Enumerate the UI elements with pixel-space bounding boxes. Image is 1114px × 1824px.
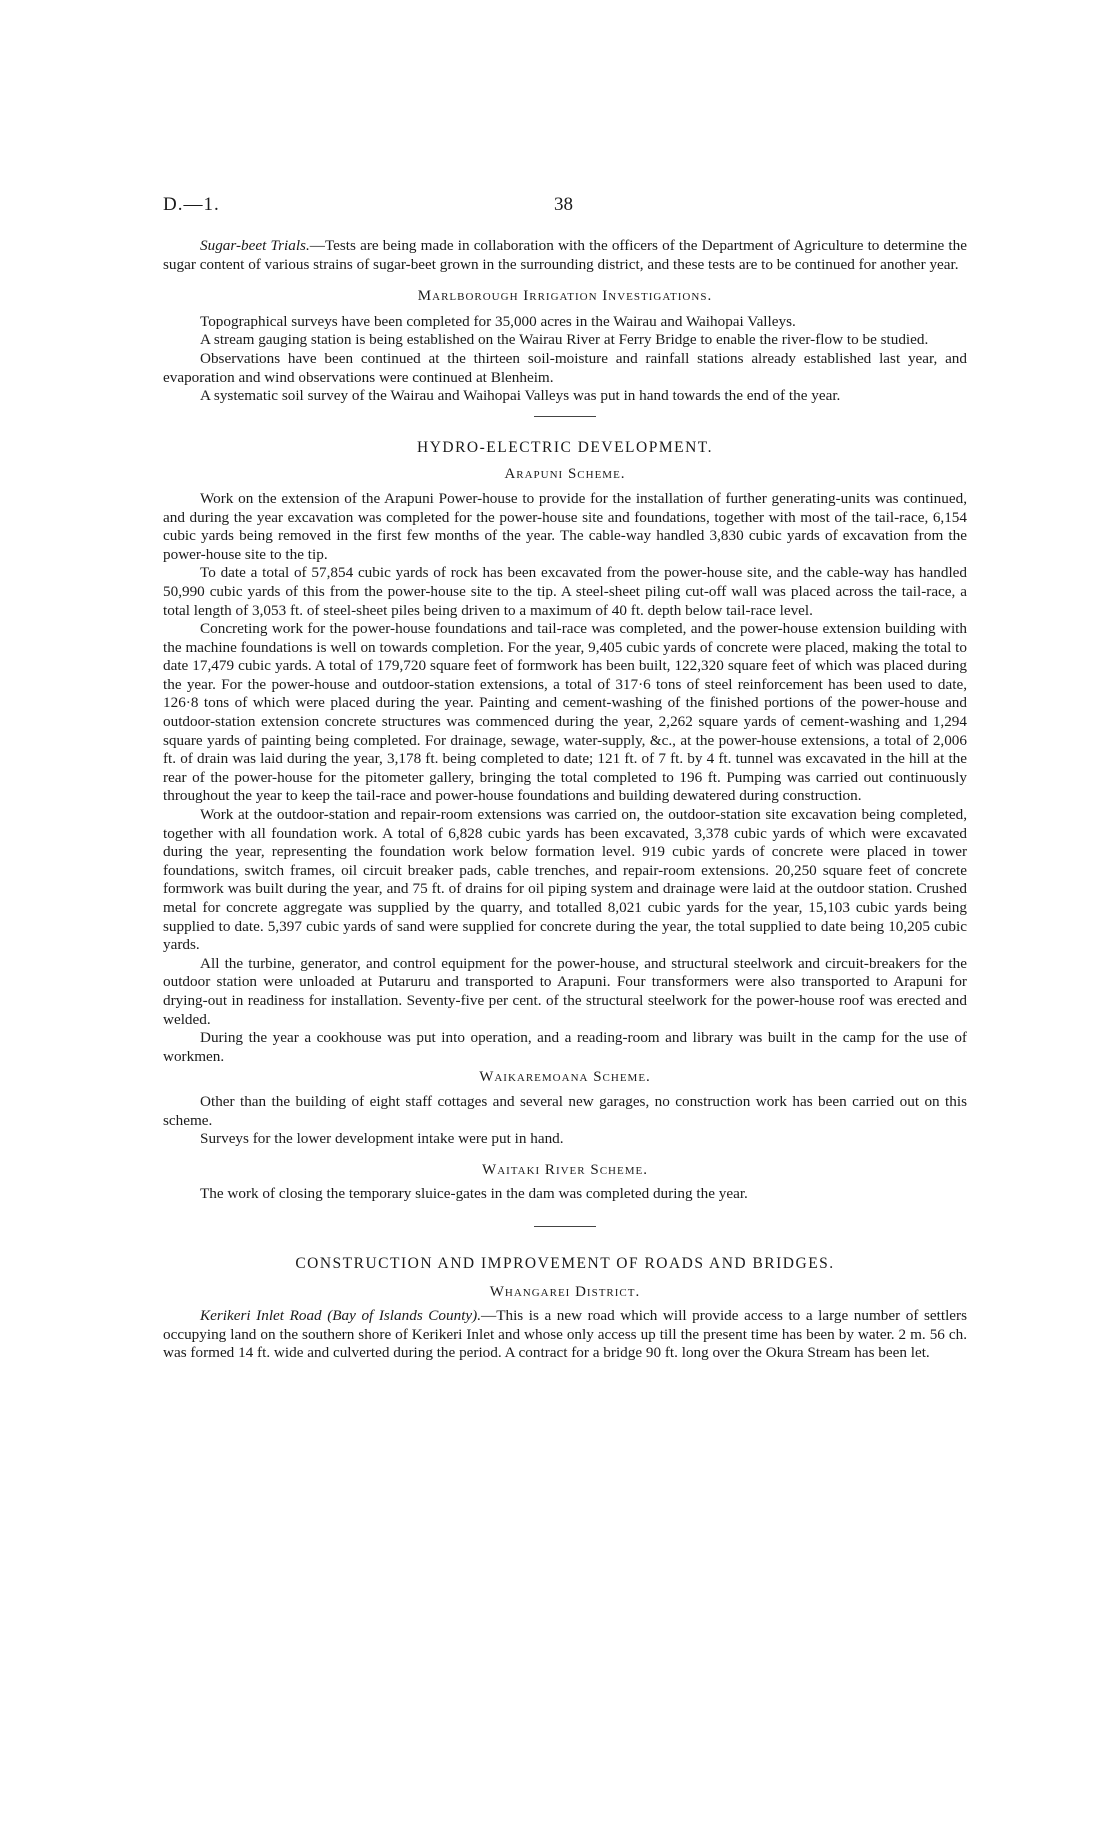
arapuni-paragraph-5: All the turbine, generator, and control equipment for the power-house, and structural steelwork and circuit-breakers for the outdoor station were unloaded at Putaruru and transported to Arapuni. Four transformers were also transported to Arapuni for drying-out in readiness for installation. Seventy-five per cent. of the structural steelwork for the power-house roof was erected and welded. (163, 954, 967, 1028)
arapuni-paragraph-4: Work at the outdoor-station and repair-room extensions was carried on, the outdoor-station site excavation being completed, together with all foundation work. A total of 6,828 cubic yards has been excavated, 3,378 cubic yards of which were excavated during the year, representing the foundation work below formation level. 919 cubic yards of concrete were placed in tower foundations, switch frames, oil circuit breaker pads, cable trenches, and repair-room extensions. 20,250 square feet of concrete formwork was built during the year, and 75 ft. of drains for oil piping system and drainage were laid at the outdoor station. Crushed metal for concrete aggregate was supplied by the quarry, and totalled 8,021 cubic yards for the year, 15,103 cubic yards being supplied to date. 5,397 cubic yards of sand were supplied for concrete during the year, the total supplied to date being 10,205 cubic yards. (163, 806, 967, 954)
roads-heading: CONSTRUCTION AND IMPROVEMENT OF ROADS AND BRIDGES. (295, 1254, 835, 1272)
sugar-beet-paragraph (163, 237, 967, 274)
whangarei-heading: Whangarei District. (489, 1283, 641, 1300)
marlborough-paragraph-3: Observations have been continued at the thirteen soil-moisture and rainfall stations already established last year, and evaporation and wind observations were continued at Blenheim. (163, 349, 967, 386)
page-number: 38 (554, 194, 573, 215)
marlborough-heading: Marlborough Irrigation Investigations. (417, 288, 713, 305)
section-divider (534, 416, 596, 417)
kerikeri-lead: Kerikeri Inlet Road (Bay of Islands County). (200, 1307, 482, 1325)
arapuni-paragraph-6: During the year a cookhouse was put into operation, and a reading-room and library was built in the camp for the use of workmen. (163, 1029, 967, 1065)
kerikeri-text: —This is a new road which will provide access to a large number of settlers occupying land on the southern shore of Kerikeri Inlet and whose only access up till the present time has been by water. 2 m. 56 ch. was formed 14 ft. wide and culverted during the period. A contract for a bridge 90 ft. long over the Okura Stream has been let. (163, 1307, 968, 1362)
waikaremoana-paragraph-2: Surveys for the lower development intake were put in hand. (200, 1130, 564, 1148)
marlborough-paragraph-1: Topographical surveys have been completed for 35,000 acres in the Wairau and Waihopai Valleys. (200, 312, 796, 330)
marlborough-paragraph-2: A stream gauging station is being established on the Wairau River at Ferry Bridge to enable the river-flow to be studied. (200, 331, 929, 349)
hydro-electric-heading: HYDRO-ELECTRIC DEVELOPMENT. (417, 438, 713, 456)
page-header (163, 194, 964, 218)
arapuni-paragraph-1: Work on the extension of the Arapuni Power-house to provide for the installation of further generating-units was continued, and during the year excavation was completed for the power-house site and foundations, together with most of the tail-race, 6,154 cubic yards being removed in the first few months of the year. The cable-way handled 3,830 cubic yards of excavation from the power-house site to the tip. (163, 489, 967, 563)
section-divider (534, 1226, 596, 1227)
arapuni-heading: Arapuni Scheme. (504, 466, 626, 483)
arapuni-paragraph-3: Concreting work for the power-house foundations and tail-race was completed, and the power-house extension building with the machine foundations is well on towards completion. For the year, 9,405 cubic yards of concrete were placed, making the total to date 17,479 cubic yards. A total of 179,720 square feet of formwork has been built, 122,320 square feet of which was placed during the year. For the power-house and outdoor-station extensions, a total of 317·6 tons of steel reinforcement has been used to date, 126·8 tons of which were placed during the year. Painting and cement-washing of the finished portions of the power-house and outdoor-station extension concrete structures was commenced during the year, 2,262 square yards of cement-washing and 1,294 square yards of painting being completed. For drainage, sewage, water-supply, &c., at the power-house extensions, a total of 2,006 ft. of drain was laid during the year, 3,178 ft. being completed to date; 121 ft. of 7 ft. by 4 ft. tunnel was excavated in the hill at the rear of the power-house for the pitometer gallery, bringing the total completed to 196 ft. Pumping was carried out continuously throughout the year to keep the tail-race and power-house foundations and building dewatered during construction. (163, 620, 967, 805)
kerikeri-paragraph (163, 1307, 967, 1363)
waitaki-heading: Waitaki River Scheme. (482, 1161, 648, 1178)
sugar-beet-text: —Tests are being made in collaboration with the officers of the Department of Agriculture to determine the sugar content of various strains of sugar-beet grown in the surrounding district, and these tests are to be continued for another year. (163, 237, 967, 273)
marlborough-paragraph-4: A systematic soil survey of the Wairau and Waihopai Valleys was put in hand towards the end of the year. (200, 387, 841, 405)
sugar-beet-lead: Sugar-beet Trials. (200, 237, 310, 254)
waikaremoana-paragraph-1: Other than the building of eight staff cottages and several new garages, no construction work has been carried out on this scheme. (163, 1092, 967, 1129)
waitaki-paragraph-1: The work of closing the temporary sluice-gates in the dam was completed during the year. (200, 1185, 748, 1203)
document-reference: D.—1. (163, 194, 220, 215)
waikaremoana-heading: Waikaremoana Scheme. (479, 1069, 651, 1086)
page-body (163, 237, 967, 1363)
arapuni-paragraph-2: To date a total of 57,854 cubic yards of rock has been excavated from the power-house site, and the cable-way has handled 50,990 cubic yards of this from the power-house site to the tip. A steel-sheet piling cut-off wall was placed across the tail-race, a total length of 3,053 ft. of steel-sheet piles being driven to a maximum of 40 ft. depth below tail-race level. (163, 564, 967, 619)
